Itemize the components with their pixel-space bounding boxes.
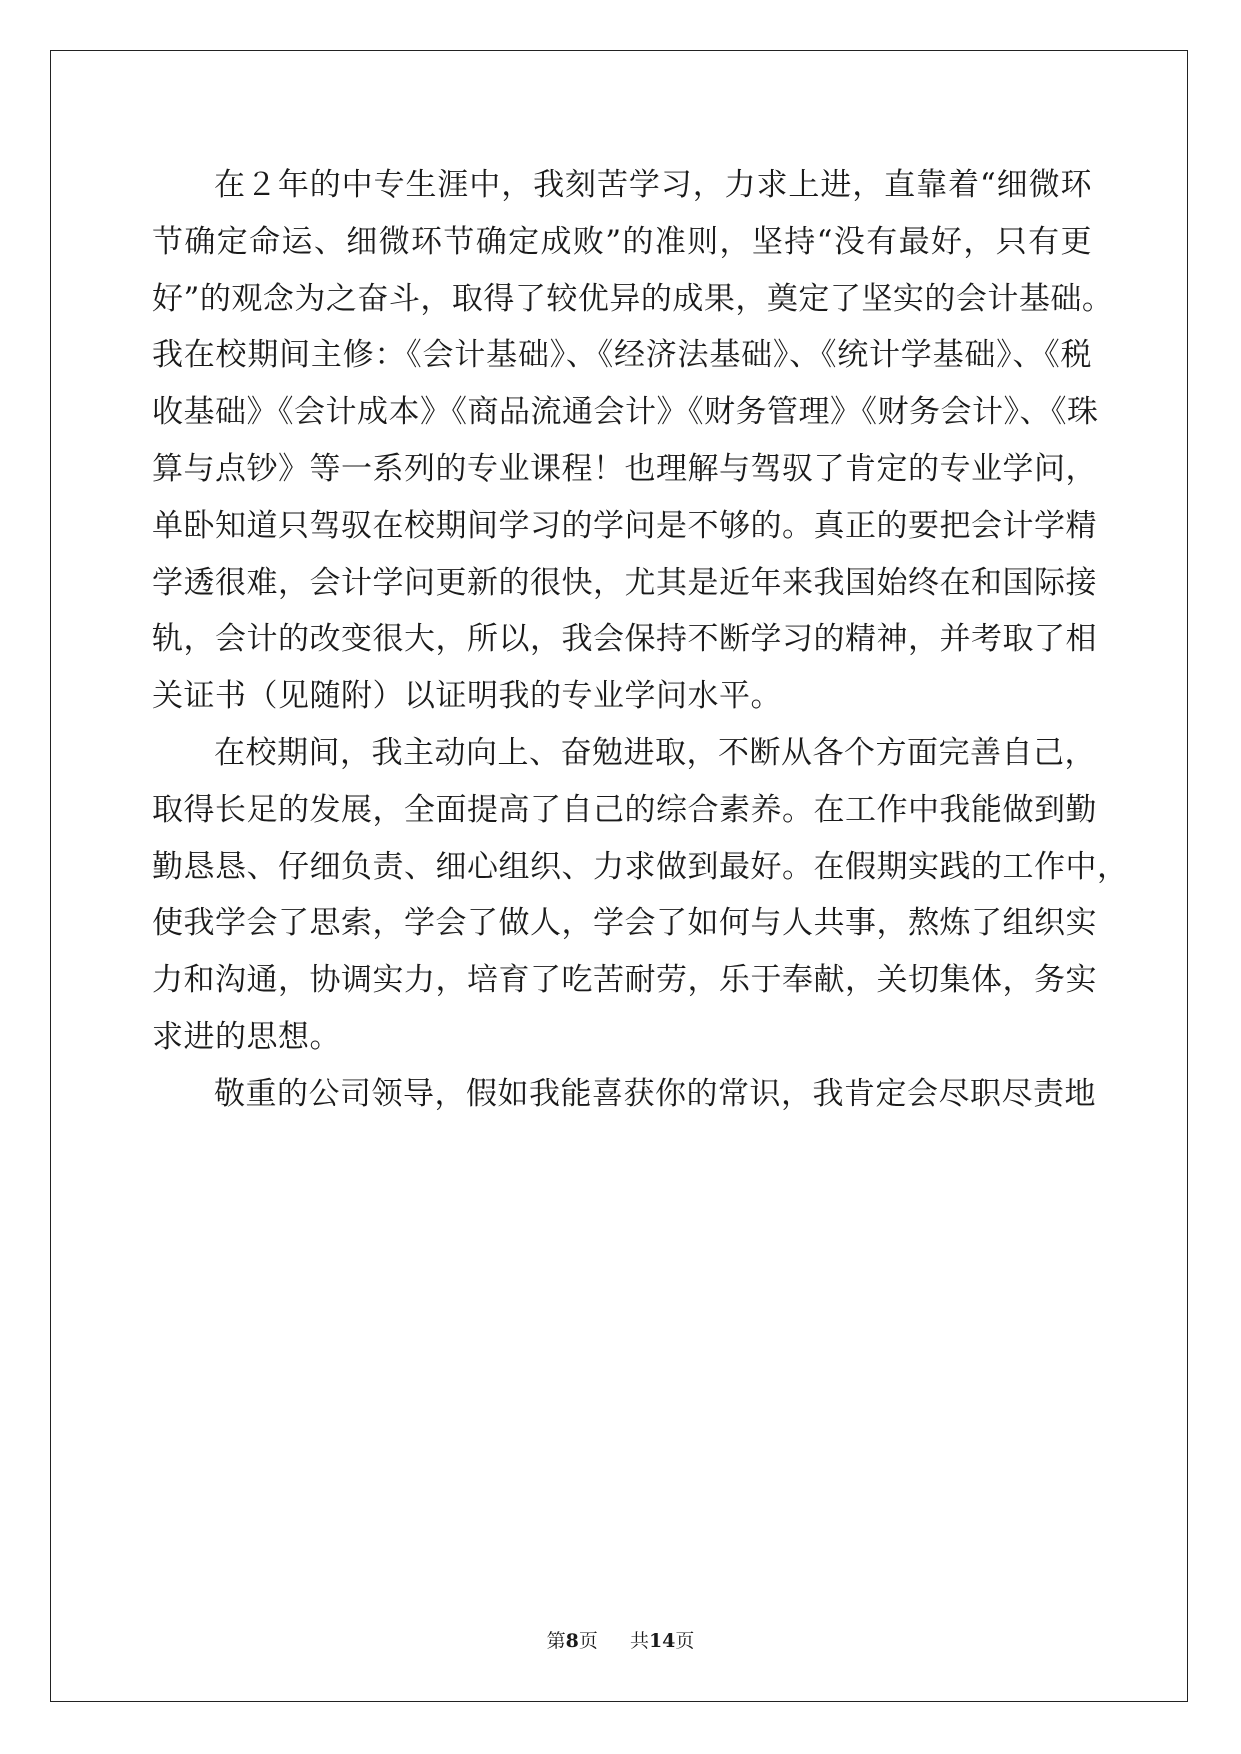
page-current: 8 bbox=[565, 1630, 579, 1652]
text-line: 求进的思想。 bbox=[152, 1018, 341, 1055]
text-line: 在校期间，我主动向上、奋勉进取，不断从各个方面完善自己， bbox=[214, 734, 1096, 771]
text-line: 勤恳恳、仔细负责、细心组织、力求做到最好。在假期实践的工作中， bbox=[152, 848, 1129, 885]
page-suffix: 页 bbox=[578, 1630, 598, 1652]
text-line: 节确定命运、细微环节确定成败”的准则，坚持“没有最好，只有更 bbox=[152, 223, 1092, 260]
total-suffix: 页 bbox=[675, 1630, 695, 1652]
page-total: 14 bbox=[648, 1630, 676, 1652]
page-prefix: 第 bbox=[546, 1630, 566, 1652]
total-prefix: 共 bbox=[629, 1630, 649, 1652]
text-line: 在２年的中专生涯中，我刻苦学习，力求上进，直靠着“细微环 bbox=[214, 167, 1092, 203]
document-body bbox=[152, 157, 1129, 1123]
text-line: 关证书（见随附）以证明我的专业学问水平。 bbox=[152, 678, 782, 715]
text-line: 算与点钞》等一系列的专业课程！也理解与驾驭了肯定的专业学问， bbox=[152, 450, 1097, 487]
text-line: 使我学会了思索，学会了做人，学会了如何与人共事，熬炼了组织实 bbox=[152, 905, 1097, 942]
text-line: 学透很难，会计学问更新的很快，尤其是近年来我国始终在和国际接 bbox=[152, 564, 1097, 601]
text-line: 敬重的公司领导，假如我能喜获你的常识，我肯定会尽职尽责地 bbox=[214, 1075, 1096, 1112]
text-line: 我在校期间主修：《会计基础》、《经济法基础》、《统计学基础》、《税 bbox=[152, 337, 1092, 374]
text-line: 力和沟通，协调实力，培育了吃苦耐劳，乐于奉献，关切集体，务实 bbox=[152, 962, 1097, 999]
text-line: 取得长足的发展，全面提高了自己的综合素养。在工作中我能做到勤 bbox=[152, 791, 1097, 828]
text-line: 收基础》《会计成本》《商品流通会计》《财务管理》《财务会计》、《珠 bbox=[152, 394, 1099, 431]
text-line: 单卧知道只驾驭在校期间学习的学问是不够的。真正的要把会计学精 bbox=[152, 507, 1097, 544]
text-line: 好”的观念为之奋斗，取得了较优异的成果，奠定了坚实的会计基础。 bbox=[152, 280, 1114, 317]
text-line: 轨，会计的改变很大，所以，我会保持不断学习的精神，并考取了相 bbox=[152, 621, 1097, 658]
page-footer bbox=[0, 1626, 1241, 1653]
